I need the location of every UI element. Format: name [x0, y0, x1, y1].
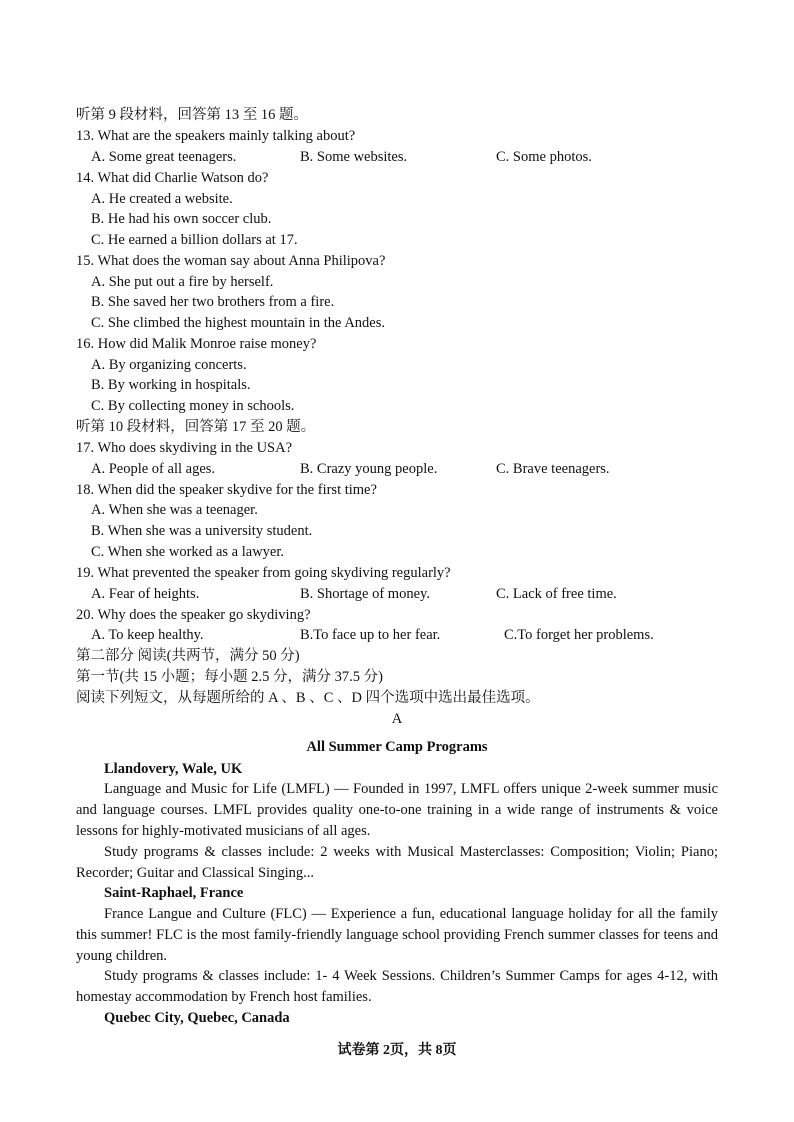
- q16-option-a: A. By organizing concerts.: [91, 357, 247, 373]
- q13-option-b: B. Some websites.: [300, 149, 408, 165]
- reading-instruction: 阅读下列短文，从每题所给的 A 、B 、C 、D 四个选项中选出最佳选项。: [76, 690, 540, 706]
- q16-option-b: B. By working in hospitals.: [91, 377, 251, 393]
- paragraph-flc-programs: Study programs & classes include: 1- 4 Week Sessions. Children’s Summer Camps for ages 4-12, with homestay accommodation by French host families.: [76, 968, 718, 1005]
- q18-stem: 18. When did the speaker skydive for the first time?: [76, 482, 377, 498]
- q14-option-b: B. He had his own soccer club.: [91, 211, 272, 227]
- q17-stem: 17. Who does skydiving in the USA?: [76, 440, 293, 456]
- q19-option-c: C. Lack of free time.: [496, 586, 617, 602]
- passage-label: A: [391, 711, 403, 727]
- paragraph-lmfl-programs: Study programs & classes include: 2 weeks with Musical Masterclasses: Composition; Violin; Piano; Recorder; Guitar and Classical Singing...: [76, 844, 718, 881]
- q14-stem: 14. What did Charlie Watson do?: [76, 170, 269, 186]
- q19-options: [91, 584, 711, 604]
- q13-stem: 13. What are the speakers mainly talking about?: [76, 128, 356, 144]
- q14-option-c: C. He earned a billion dollars at 17.: [91, 232, 298, 248]
- q19-option-a: A. Fear of heights.: [91, 586, 200, 602]
- q18-option-b: B. When she was a university student.: [91, 523, 313, 539]
- place-heading-quebec: Quebec City, Quebec, Canada: [104, 1010, 290, 1026]
- paragraph-lmfl: Language and Music for Life (LMFL) — Founded in 1997, LMFL offers unique 2-week summer music and language courses. LMFL provides quality one-to-one training in a wide range of instruments & voice lessons for highly-motivated musicians of all ages.: [76, 781, 718, 839]
- section10-intro: 听第 10 段材料，回答第 17 至 20 题。: [76, 419, 316, 435]
- q19-option-b: B. Shortage of money.: [300, 586, 430, 602]
- q17-options: [91, 459, 711, 479]
- q20-stem: 20. Why does the speaker go skydiving?: [76, 607, 311, 623]
- q20-options: [91, 625, 711, 645]
- q15-stem: 15. What does the woman say about Anna Philipova?: [76, 253, 386, 269]
- q15-option-a: A. She put out a fire by herself.: [91, 274, 274, 290]
- q15-option-c: C. She climbed the highest mountain in the Andes.: [91, 315, 385, 331]
- q14-option-a: A. He created a website.: [91, 191, 233, 207]
- q20-option-b: B.To face up to her fear.: [300, 627, 441, 643]
- page-footer: 试卷第 2页，共 8页: [337, 1043, 457, 1058]
- q13-option-c: C. Some photos.: [496, 149, 592, 165]
- section9-intro: 听第 9 段材料，回答第 13 至 16 题。: [76, 107, 308, 123]
- q19-stem: 19. What prevented the speaker from going skydiving regularly?: [76, 565, 451, 581]
- reading-part-title: 第二部分 阅读(共两节，满分 50 分): [76, 648, 300, 664]
- q17-option-b: B. Crazy young people.: [300, 461, 438, 477]
- q13-option-a: A. Some great teenagers.: [91, 149, 237, 165]
- q13-options: [91, 147, 711, 167]
- q20-option-c: C.To forget her problems.: [504, 627, 654, 643]
- reading-section-title: 第一节(共 15 小题；每小题 2.5 分，满分 37.5 分): [76, 669, 383, 685]
- q16-stem: 16. How did Malik Monroe raise money?: [76, 336, 317, 352]
- q20-option-a: A. To keep healthy.: [91, 627, 204, 643]
- place-heading-llandovery: Llandovery, Wale, UK: [104, 761, 243, 777]
- place-heading-saint-raphael: Saint-Raphael, France: [104, 885, 244, 901]
- q18-option-a: A. When she was a teenager.: [91, 502, 258, 518]
- passage-title: All Summer Camp Programs: [306, 739, 488, 755]
- q16-option-c: C. By collecting money in schools.: [91, 398, 295, 414]
- q17-option-c: C. Brave teenagers.: [496, 461, 610, 477]
- q18-option-c: C. When she worked as a lawyer.: [91, 544, 285, 560]
- paragraph-flc: France Langue and Culture (FLC) — Experience a fun, educational language holiday for all the family this summer! FLC is the most family-friendly language school providing French summer classes for teens and young children.: [76, 906, 718, 964]
- q17-option-a: A. People of all ages.: [91, 461, 216, 477]
- q15-option-b: B. She saved her two brothers from a fire.: [91, 294, 335, 310]
